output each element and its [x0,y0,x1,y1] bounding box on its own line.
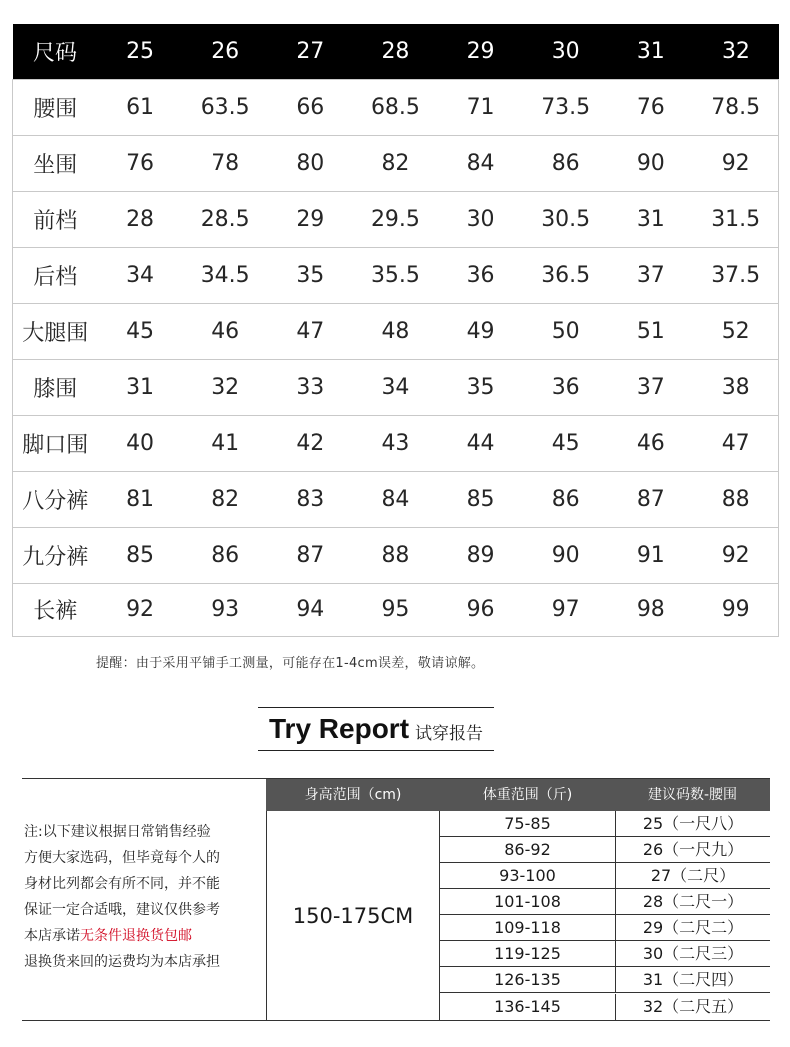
suggested-size-cell: 25（一尺八） [642,814,744,833]
measurement-label: 大腿围 [13,303,98,359]
measurement-value: 71 [438,79,523,135]
measurement-value: 48 [353,303,438,359]
size-row [13,415,779,471]
weight-range-cell: 101-108 [494,892,561,911]
measurement-value: 30 [438,191,523,247]
measurement-value: 84 [438,135,523,191]
header-size-28: 28 [381,38,410,64]
measurement-value: 35 [438,359,523,415]
measurement-value: 35.5 [353,247,438,303]
measurement-value: 36 [523,359,608,415]
measurement-value: 99 [693,583,778,636]
size-row [13,583,779,636]
measurement-value: 51 [608,303,693,359]
measurement-value: 31 [98,359,183,415]
suggested-size-cell: 29（二尺二） [642,918,744,937]
size-row [13,135,779,191]
measurement-value: 78 [183,135,268,191]
measurement-value: 86 [183,527,268,583]
measurement-value: 47 [268,303,353,359]
measurement-value: 98 [608,583,693,636]
header-size-32: 32 [721,38,750,64]
measurement-value: 82 [353,135,438,191]
row-divider [440,992,770,993]
measurement-value: 86 [523,135,608,191]
measurement-label: 前档 [13,191,98,247]
measurement-value: 29.5 [353,191,438,247]
measurement-label: 长裤 [13,583,98,636]
header-size-30: 30 [551,38,580,64]
size-row [13,527,779,583]
weight-range-cell: 136-145 [494,997,561,1016]
measurement-value: 90 [523,527,608,583]
note-line: 退换货来回的运费均为本店承担 [24,954,220,970]
measurement-value: 36 [438,247,523,303]
report-rows [440,811,770,1020]
header-size-31: 31 [636,38,665,64]
height-range-cell: 150-175CM [266,811,440,1020]
measurement-value: 83 [268,471,353,527]
measurement-value: 95 [353,583,438,636]
weight-range-cell: 75-85 [504,814,551,833]
measurement-value: 63.5 [183,79,268,135]
measurement-value: 92 [693,135,778,191]
report-row [440,811,770,837]
measurement-value: 80 [268,135,353,191]
measurement-reminder: 提醒：由于采用平铺手工测量，可能存在1-4cm误差，敬请谅解。 [96,656,485,671]
suggested-size-cell: 28（二尺一） [642,892,744,911]
measurement-value: 92 [693,527,778,583]
measurement-value: 91 [608,527,693,583]
measurement-value: 89 [438,527,523,583]
measurement-value: 30.5 [523,191,608,247]
note-line: 方便大家选码，但毕竟每个人的 [24,850,220,866]
measurement-value: 96 [438,583,523,636]
measurement-label: 腰围 [13,79,98,135]
size-row [13,359,779,415]
measurement-value: 46 [608,415,693,471]
measurement-value: 73.5 [523,79,608,135]
report-row [440,837,770,863]
measurement-value: 32 [183,359,268,415]
measurement-value: 38 [693,359,778,415]
measurement-value: 41 [183,415,268,471]
measurement-value: 34 [98,247,183,303]
measurement-value: 34 [353,359,438,415]
header-height-range: 身高范围（cm) [304,787,402,803]
measurement-value: 37.5 [693,247,778,303]
size-chart-table [12,24,779,637]
note-line: 注:以下建议根据日常销售经验 [24,824,211,840]
measurement-value: 37 [608,247,693,303]
measurement-value: 52 [693,303,778,359]
measurement-value: 88 [353,527,438,583]
header-weight-range: 体重范围（斤) [482,787,573,803]
try-report-title-cn: 试穿报告 [415,724,484,744]
weight-range-cell: 93-100 [499,866,556,885]
free-return-highlight: 无条件退换货包邮 [80,928,192,944]
measurement-value: 31.5 [693,191,778,247]
weight-range-cell: 119-125 [494,944,561,963]
report-row [440,941,770,967]
measurement-value: 36.5 [523,247,608,303]
measurement-value: 86 [523,471,608,527]
size-row [13,303,779,359]
weight-range-cell: 109-118 [494,918,561,937]
measurement-label: 坐围 [13,135,98,191]
report-row [440,994,770,1020]
measurement-value: 34.5 [183,247,268,303]
measurement-value: 33 [268,359,353,415]
measurement-value: 66 [268,79,353,135]
measurement-value: 82 [183,471,268,527]
suggested-size-cell: 32（二尺五） [642,997,744,1016]
measurement-value: 50 [523,303,608,359]
measurement-value: 87 [608,471,693,527]
measurement-value: 61 [98,79,183,135]
weight-range-cell: 86-92 [504,840,551,859]
report-header-row [266,779,770,811]
measurement-value: 37 [608,359,693,415]
measurement-value: 35 [268,247,353,303]
measurement-value: 90 [608,135,693,191]
measurement-label: 八分裤 [13,471,98,527]
measurement-value: 87 [268,527,353,583]
suggested-size-cell: 30（二尺三） [642,944,744,963]
header-size-26: 26 [211,38,240,64]
note-line: 身材比列都会有所不同，并不能 [24,876,220,892]
report-row [440,863,770,889]
header-size-25: 25 [126,38,155,64]
measurement-value: 46 [183,303,268,359]
header-suggested-size: 建议码数-腰围 [647,787,738,803]
measurement-value: 45 [523,415,608,471]
header-size-27: 27 [296,38,325,64]
try-report-table [22,778,770,1021]
measurement-value: 45 [98,303,183,359]
report-row [440,889,770,915]
measurement-label: 膝围 [13,359,98,415]
measurement-value: 94 [268,583,353,636]
measurement-value: 49 [438,303,523,359]
measurement-value: 68.5 [353,79,438,135]
measurement-value: 85 [438,471,523,527]
note-line: 保证一定合适哦，建议仅供参考 [24,902,220,918]
measurement-value: 97 [523,583,608,636]
measurement-value: 31 [608,191,693,247]
header-size-29: 29 [466,38,495,64]
size-row [13,79,779,135]
report-row [440,915,770,941]
size-row [13,247,779,303]
try-report-title [258,707,494,751]
measurement-value: 84 [353,471,438,527]
header-size-label: 尺码 [32,40,77,66]
measurement-value: 81 [98,471,183,527]
measurement-label: 脚口围 [13,415,98,471]
measurement-value: 88 [693,471,778,527]
report-note [22,779,266,1020]
suggested-size-cell: 31（二尺四） [642,970,744,989]
measurement-value: 28 [98,191,183,247]
suggested-size-cell: 26（一尺九） [642,840,744,859]
measurement-value: 92 [98,583,183,636]
measurement-value: 44 [438,415,523,471]
try-report-title-en: Try Report [268,713,410,744]
size-row [13,191,779,247]
measurement-value: 93 [183,583,268,636]
suggested-size-cell: 27（二尺） [650,866,736,885]
weight-range-cell: 126-135 [494,970,561,989]
measurement-value: 28.5 [183,191,268,247]
measurement-value: 76 [608,79,693,135]
measurement-value: 76 [98,135,183,191]
note-line [24,923,266,949]
measurement-label: 后档 [13,247,98,303]
report-row [440,967,770,993]
size-header-row [13,24,779,79]
measurement-label: 九分裤 [13,527,98,583]
size-row [13,471,779,527]
measurement-value: 47 [693,415,778,471]
measurement-value: 40 [98,415,183,471]
measurement-value: 42 [268,415,353,471]
measurement-value: 78.5 [693,79,778,135]
note-line-prefix: 本店承诺 [24,928,80,944]
measurement-value: 29 [268,191,353,247]
measurement-value: 43 [353,415,438,471]
measurement-value: 85 [98,527,183,583]
